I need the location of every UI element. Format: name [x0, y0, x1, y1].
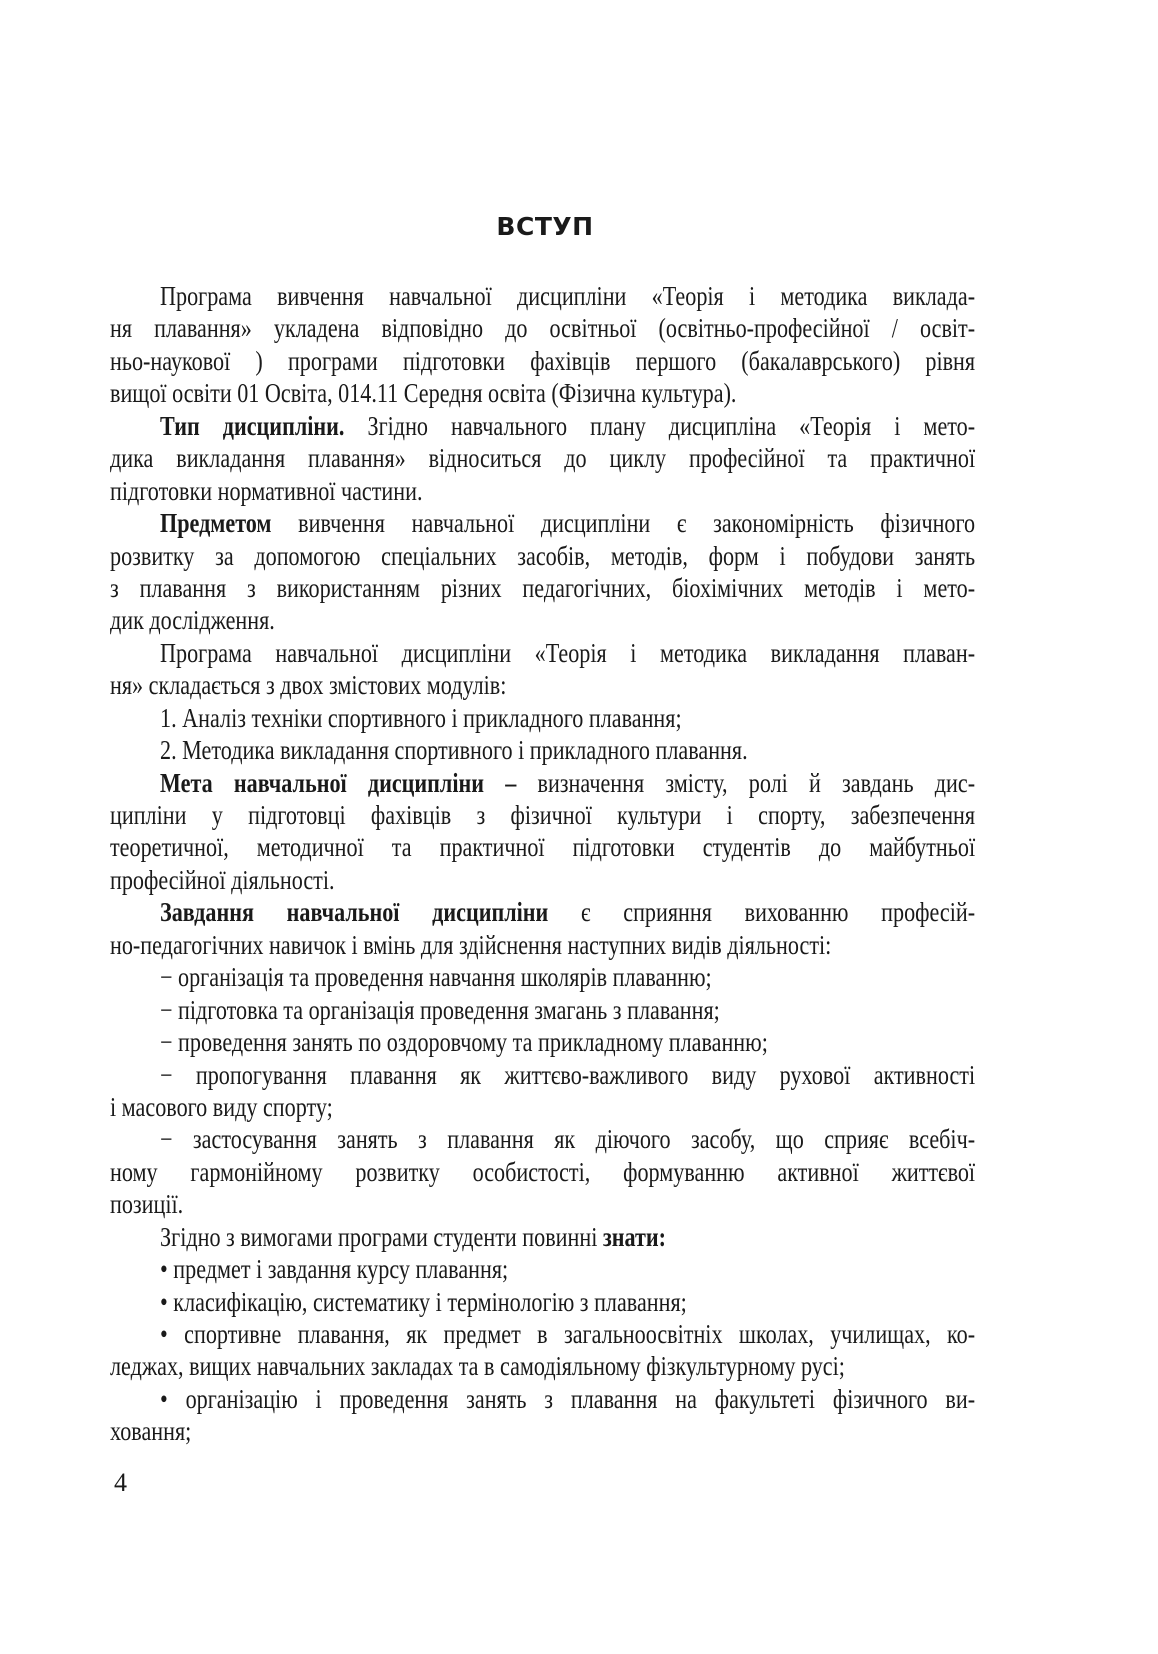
- text-line: [110, 442, 975, 474]
- text-line: [110, 345, 975, 377]
- paragraph: [110, 734, 975, 766]
- text: з плавання з використанням різних педагогічних, біохімічних методів і мето-: [110, 572, 976, 603]
- paragraph: [110, 1059, 975, 1124]
- text-line: [110, 831, 975, 863]
- text: ному гармонійному розвитку особистості, формуванню активної життєвої: [110, 1156, 976, 1187]
- text-line: [110, 410, 975, 442]
- paragraph: [110, 1253, 975, 1285]
- bold-text: Мета навчальної дисципліни –: [160, 767, 517, 798]
- bold-text: Тип дисципліни.: [160, 410, 345, 441]
- text-line: [110, 312, 975, 344]
- text: Згідно навчального плану дисципліна «Теорія і мето-: [344, 410, 976, 441]
- text: ня плавання» укладена відповідно до освітньої (освітньо-професійної / освіт-: [110, 313, 976, 344]
- text-line: [110, 961, 975, 993]
- text-line: [110, 507, 975, 539]
- bold-text: знати:: [602, 1221, 667, 1252]
- text-line: [110, 475, 975, 507]
- text-line: [110, 734, 975, 766]
- text: визначення змісту, ролі й завдань дис-: [516, 767, 976, 798]
- text: дика викладання плавання» відноситься до циклу професійної та практичної: [110, 443, 976, 474]
- bold-text: Завдання навчальної дисципліни: [160, 897, 549, 928]
- text: ципліни у підготовці фахівців з фізичної культури і спорту, забезпечення: [110, 800, 976, 830]
- paragraph: [110, 1286, 975, 1318]
- text: леджах, вищих навчальних закладах та в самодіяльному фізкультурному русі;: [110, 1351, 845, 1382]
- text: вищої освіти 01 Освіта, 014.11 Середня освіта (Фізична культура).: [110, 378, 737, 409]
- text: но-педагогічних навичок і вмінь для здійснення наступних видів діяльності:: [110, 929, 832, 960]
- text: Програма вивчення навчальної дисципліни «Теорія і методика виклада-: [160, 281, 976, 311]
- text-line: [110, 702, 975, 734]
- text-line: [110, 280, 975, 312]
- text: − пропогування плавання як життєво-важливого виду рухової активності: [160, 1059, 976, 1090]
- text: − організація та проведення навчання школярів плаванню;: [160, 962, 712, 993]
- text: ня» складається з двох змістових модулів:: [110, 670, 507, 701]
- paragraph: [110, 1383, 975, 1448]
- text-line: [110, 637, 975, 669]
- paragraph: [110, 637, 975, 702]
- document-body: [110, 280, 975, 1448]
- text: Програма навчальної дисципліни «Теорія і методика викладання плаван-: [160, 637, 976, 668]
- text-line: [110, 1123, 975, 1155]
- section-title: ВСТУП: [496, 212, 594, 241]
- paragraph: [110, 1123, 975, 1220]
- paragraph: [110, 280, 975, 410]
- text-line: [110, 896, 975, 928]
- text: професійної діяльності.: [110, 864, 335, 895]
- text: • класифікацію, систематику і термінологію з плавання;: [160, 1286, 687, 1317]
- text-line: [110, 540, 975, 572]
- text: − підготовка та організація проведення змагань з плавання;: [160, 994, 720, 1025]
- text: • предмет і завдання курсу плавання;: [160, 1254, 509, 1285]
- text: ньо-наукової ) програми підготовки фахівців першого (бакалаврського) рівня: [110, 345, 976, 376]
- text-line: [110, 1383, 975, 1415]
- paragraph: [110, 507, 975, 637]
- bold-text: Предметом: [160, 508, 272, 539]
- text-line: [110, 1221, 975, 1253]
- text-line: [110, 1350, 975, 1382]
- text: − застосування занять з плавання як діючого засобу, що сприяє всебіч-: [160, 1124, 976, 1155]
- text-line: [110, 1156, 975, 1188]
- text: − проведення занять по оздоровчому та прикладному плаванню;: [160, 1027, 768, 1058]
- text: Згідно з вимогами програми студенти повинні: [160, 1221, 603, 1252]
- text-line: [110, 1188, 975, 1220]
- text: вивчення навчальної дисципліни є закономірність фізичного: [271, 508, 976, 539]
- text-line: [110, 994, 975, 1026]
- text: дик дослідження.: [110, 605, 275, 636]
- paragraph: [110, 1221, 975, 1253]
- paragraph: [110, 1318, 975, 1383]
- text-line: [110, 1318, 975, 1350]
- paragraph: [110, 1026, 975, 1058]
- paragraph: [110, 767, 975, 897]
- paragraph: [110, 702, 975, 734]
- text: розвитку за допомогою спеціальних засобів, методів, форм і побудови занять: [110, 540, 976, 571]
- text: позиції.: [110, 1189, 184, 1220]
- text: теоретичної, методичної та практичної підготовки студентів до майбутньої: [110, 832, 976, 863]
- text: підготовки нормативної частини.: [110, 475, 423, 506]
- text: • спортивне плавання, як предмет в загальноосвітніх школах, училищах, ко-: [160, 1319, 976, 1349]
- text-line: [110, 572, 975, 604]
- text-line: [110, 1091, 975, 1123]
- text: є сприяння вихованню професій-: [548, 897, 976, 928]
- text: і масового виду спорту;: [110, 1091, 333, 1122]
- text: 1. Аналіз техніки спортивного і прикладного плавання;: [160, 702, 682, 733]
- paragraph: [110, 896, 975, 961]
- text-line: [110, 1415, 975, 1447]
- text-line: [110, 1253, 975, 1285]
- text: • організацію і проведення занять з плавання на факультеті фізичного ви-: [160, 1383, 976, 1414]
- paragraph: [110, 961, 975, 993]
- text-line: [110, 377, 975, 409]
- text-line: [110, 1026, 975, 1058]
- text-line: [110, 669, 975, 701]
- text-line: [110, 799, 975, 831]
- text-line: [110, 604, 975, 636]
- text: ховання;: [110, 1416, 192, 1447]
- text-line: [110, 929, 975, 961]
- text-line: [110, 864, 975, 896]
- text: 2. Методика викладання спортивного і прикладного плавання.: [160, 735, 748, 766]
- text-line: [110, 1286, 975, 1318]
- text-line: [110, 767, 975, 799]
- paragraph: [110, 994, 975, 1026]
- page-number: 4: [114, 1468, 127, 1497]
- text-line: [110, 1059, 975, 1091]
- paragraph: [110, 410, 975, 507]
